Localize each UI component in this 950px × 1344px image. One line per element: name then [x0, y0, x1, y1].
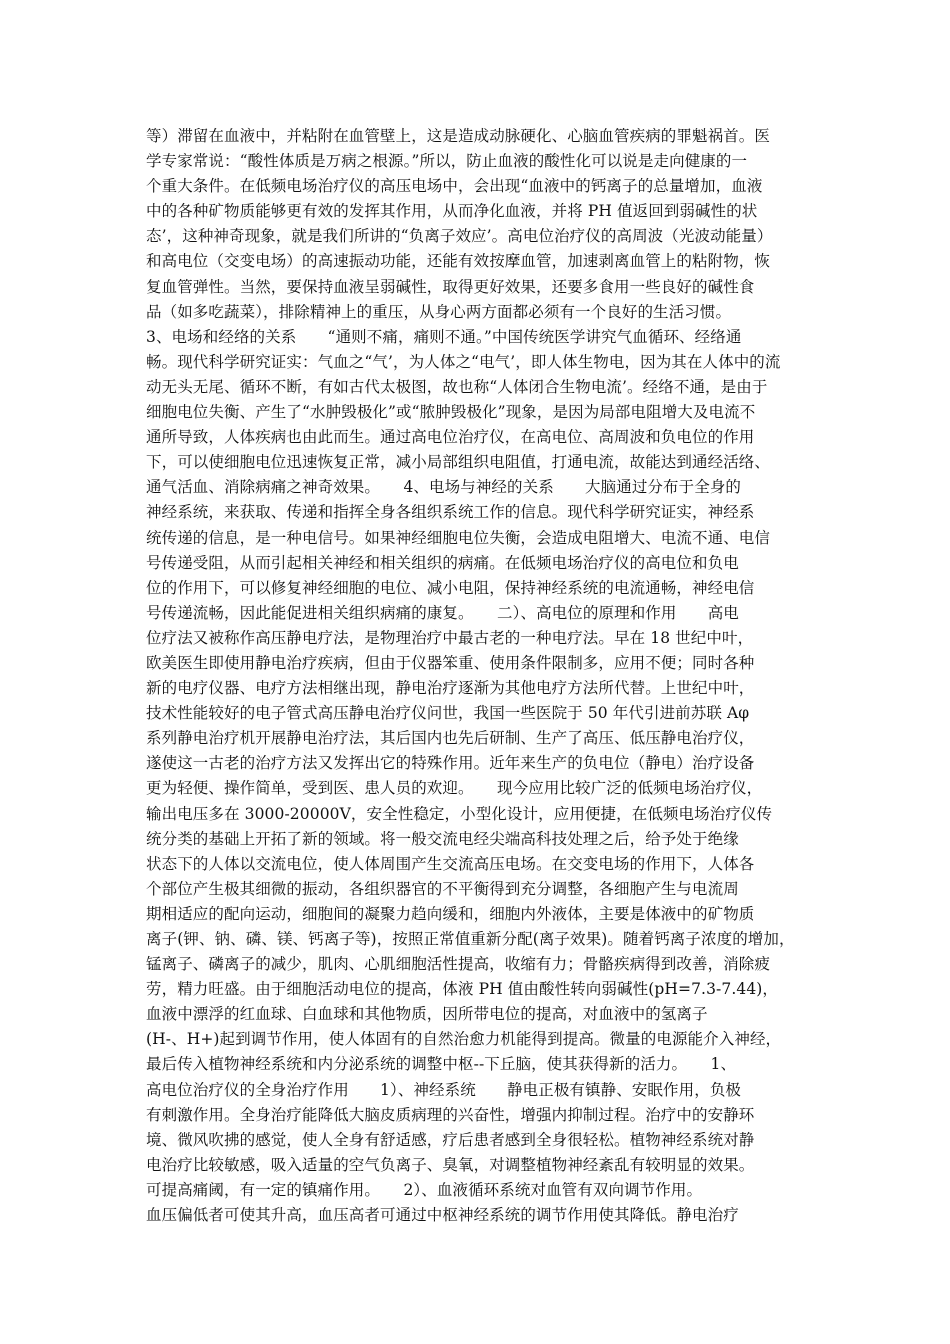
text-line: 最后传入植物神经系统和内分泌系统的调整中枢--下丘脑，使其获得新的活力。 1、: [146, 1055, 737, 1074]
text-line: 态’，这种神奇现象，就是我们所讲的“负离子效应’。高电位治疗仪的高周波（光波动能量）: [146, 227, 773, 246]
text-line: 境、微风吹拂的感觉，使人全身有舒适感，疗后患者感到全身很轻松。植物神经系统对静: [146, 1130, 755, 1149]
text-line: 动无头无尾、循环不断，有如古代太极图，故也称“人体闭合生物电流’。经络不通，是由于: [146, 377, 768, 396]
text-line: 新的电疗仪器、电疗方法相继出现，静电治疗逐渐为其他电疗方法所代替。上世纪中叶，: [146, 679, 755, 698]
text-line: 位疗法又被称作高压静电疗法，是物理治疗中最古老的一种电疗法。早在 18 世纪中叶，: [146, 628, 754, 647]
text-line: (H-、H+)起到调节作用，使人体固有的自然治愈力机能得到提高。微量的电源能介入神经，: [146, 1030, 782, 1049]
text-line: 号传递流畅，因此能促进相关组织病痛的康复。 二）、高电位的原理和作用 高电: [146, 603, 739, 622]
text-line: 畅。现代科学研究证实：气血之“气’，为人体之“电气’，即人体生物电，因为其在人体中的流: [146, 352, 781, 371]
text-line: 号传递受阻，从而引起相关神经和相关组织的病痛。在低频电场治疗仪的高电位和负电: [146, 553, 739, 572]
text-line: 有刺激作用。全身治疗能降低大脑皮质病理的兴奋性，增强内抑制过程。治疗中的安静环: [146, 1105, 755, 1124]
text-line: 细胞电位失衡、产生了“水肿毁极化”或“脓肿毁极化”现象，是因为局部电阻增大及电流不: [146, 403, 756, 422]
text-line: 统分类的基础上开拓了新的领域。将一般交流电经尖端高科技处理之后，给予处于绝缘: [146, 829, 739, 848]
text-line: 遂使这一古老的治疗方法又发挥出它的特殊作用。近年来生产的负电位（静电）治疗设备: [146, 754, 755, 773]
text-line: 位的作用下，可以修复神经细胞的电位、减小电阻，保持神经系统的电流通畅，神经电信: [146, 578, 755, 597]
text-line: 技术性能较好的电子管式高压静电治疗仪问世，我国一些医院于 50 年代引进前苏联 Aφ: [146, 704, 750, 723]
text-line: 离子(钾、钠、磷、镁、钙离子等)，按照正常值重新分配(离子效果)。随着钙离子浓度的增加，: [146, 930, 795, 948]
text-line: 血压偏低者可使其升高，血压高者可通过中枢神经系统的调节作用使其降低。静电治疗: [146, 1206, 739, 1225]
text-line: 3、电场和经络的关系 “通则不痛，痛则不通。”中国传统医学讲究气血循环、经络通: [146, 327, 742, 346]
text-line: 欧美医生即使用静电治疗疾病，但由于仪器笨重、使用条件限制多，应用不便；同时各种: [146, 653, 755, 672]
text-line: 可提高痛阈，有一定的镇痛作用。 2）、血液循环系统对血管有双向调节作用。: [146, 1180, 703, 1199]
text-line: 通气活血、消除病痛之神奇效果。 4、电场与神经的关系 大脑通过分布于全身的: [146, 478, 742, 497]
text-line: 品（如多吃蔬菜），排除精神上的重压，从身心两方面都必须有一个良好的生活习惯。: [146, 302, 732, 321]
text-line: 期相适应的配向运动，细胞间的凝聚力趋向缓和，细胞内外液体，主要是体液中的矿物质: [146, 904, 755, 923]
text-line: 状态下的人体以交流电位，使人体周围产生交流高压电场。在交变电场的作用下，人体各: [146, 854, 755, 873]
text-line: 个重大条件。在低频电场治疗仪的高压电场中，会出现“血液中的钙离子的总量增加，血液: [146, 177, 763, 196]
text-line: 个部位产生极其细微的振动，各组织器官的不平衡得到充分调整，各细胞产生与电流周: [146, 879, 739, 898]
text-line: 系列静电治疗机开展静电治疗法，其后国内也先后研制、生产了高压、低压静电治疗仪，: [146, 729, 755, 748]
text-line: 学专家常说：“酸性体质是万病之根源。”所以，防止血液的酸性化可以说是走向健康的一: [146, 152, 748, 171]
text-line: 通所导致，人体疾病也由此而生。通过高电位治疗仪，在高电位、高周波和负电位的作用: [146, 428, 755, 447]
text-line: 神经系统，来获取、传递和指挥全身各组织系统工作的信息。现代科学研究证实，神经系: [146, 503, 755, 522]
text-line: 锰离子、磷离子的减少，肌肉、心肌细胞活性提高，收缩有力；骨骼疾病得到改善，消除疲: [146, 955, 771, 974]
text-line: 等）滞留在血液中，并粘附在血管壁上，这是造成动脉硬化、心脑血管疾病的罪魁祸首。医: [146, 127, 771, 145]
text-line: 电治疗比较敏感，吸入适量的空气负离子、臭氧，对调整植物神经紊乱有较明显的效果。: [146, 1155, 755, 1174]
text-line: 更为轻便、操作简单，受到医、患人员的欢迎。 现今应用比较广泛的低频电场治疗仪，: [146, 779, 763, 798]
text-line: 统传递的信息，是一种电信号。如果神经细胞电位失衡，会造成电阻增大、电流不通、电信: [146, 528, 771, 547]
text-line: 血液中漂浮的红血球、白血球和其他物质，因所带电位的提高，对血液中的氢离子: [146, 1005, 708, 1024]
text-line: 高电位治疗仪的全身治疗作用 1）、神经系统 静电正极有镇静、安眠作用，负极: [146, 1080, 742, 1099]
text-line: 劳，精力旺盛。由于细胞活动电位的提高，体液 PH 值由酸性转向弱碱性(pH=7.3-7.44)，: [146, 980, 779, 999]
text-line: 下，可以使细胞电位迅速恢复正常，减小局部组织电阻值，打通电流，故能达到通经活络、: [146, 453, 771, 472]
text-line: 中的各种矿物质能够更有效的发挥其作用，从而净化血液，并将 PH 值返回到弱碱性的状: [146, 202, 758, 221]
body-text: [146, 124, 806, 1228]
text-line: 和高电位（交变电场）的高速振动功能，还能有效按摩血管，加速剥离血管上的粘附物，恢: [146, 252, 771, 271]
text-line: 复血管弹性。当然，要保持血液呈弱碱性，取得更好效果，还要多食用一些良好的碱性食: [146, 277, 755, 296]
text-line: 输出电压多在 3000-20000V，安全性稳定，小型化设计，应用便捷，在低频电场治疗仪传: [146, 804, 773, 823]
